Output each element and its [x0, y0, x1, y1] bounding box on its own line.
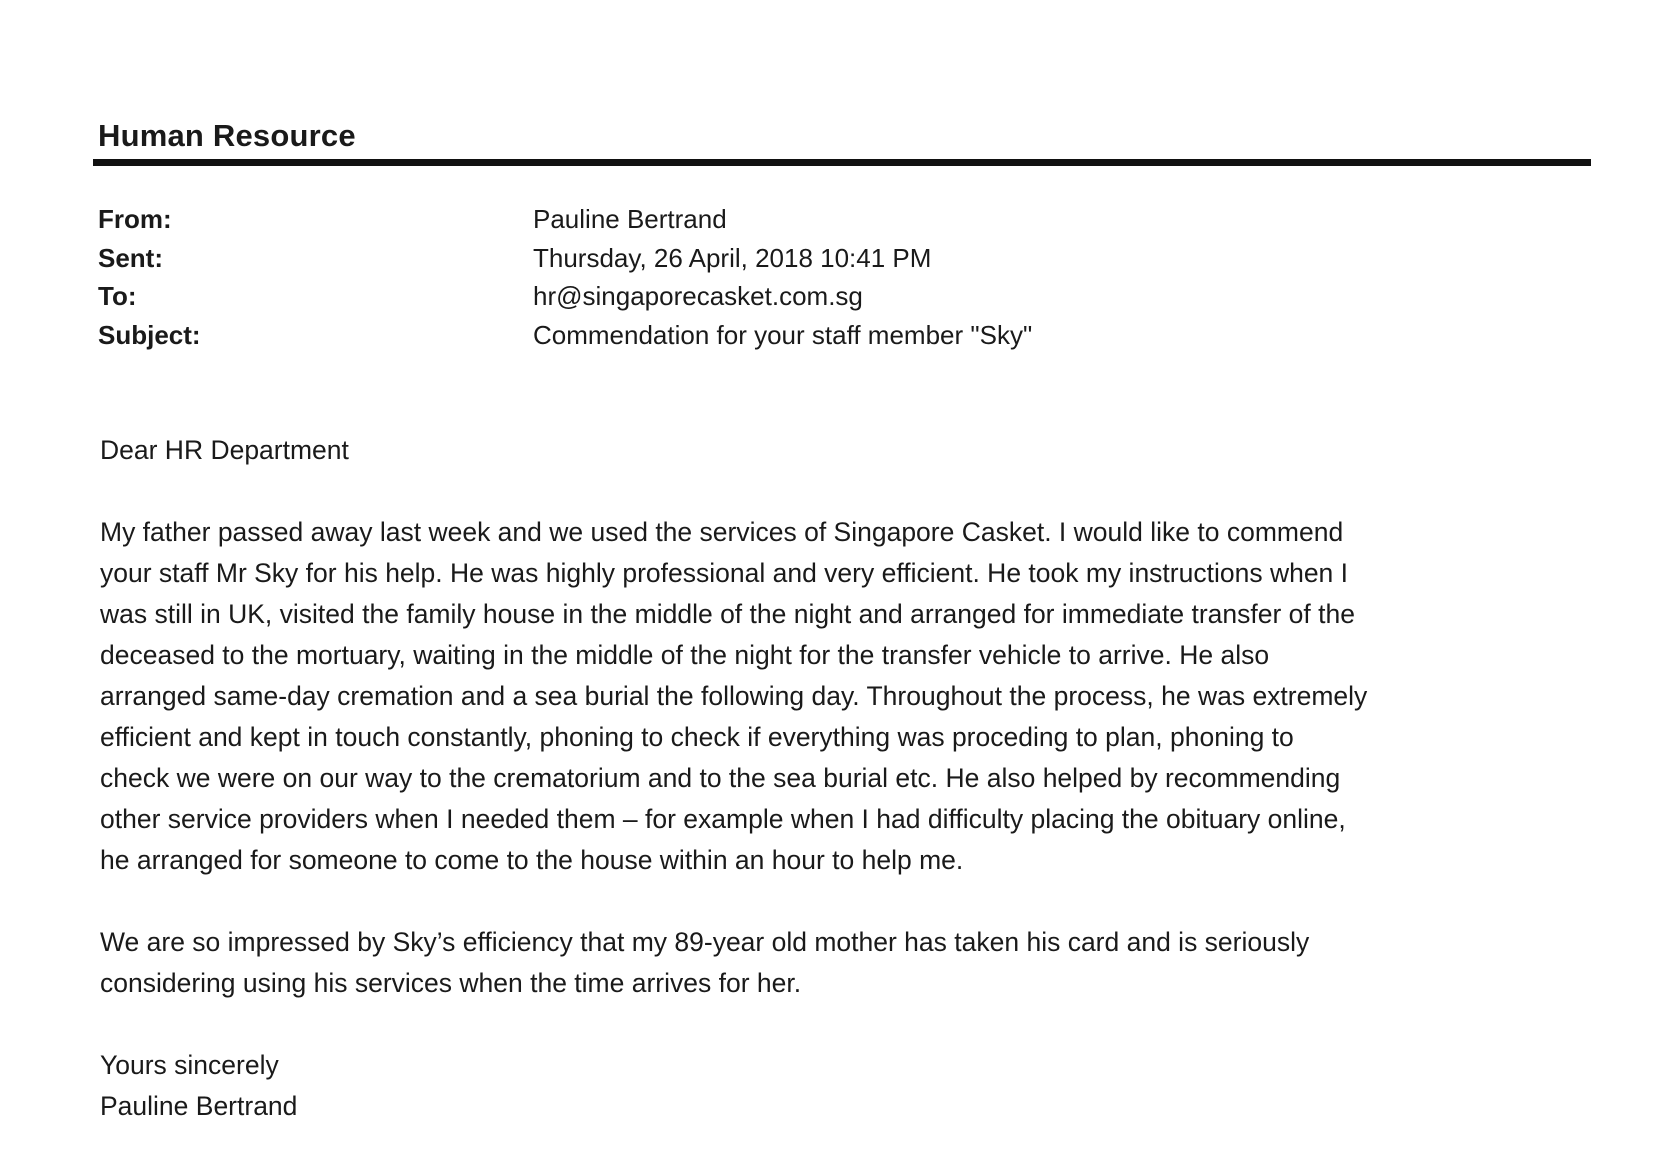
subject-label: Subject: [98, 319, 201, 350]
to-value: hr@singaporecasket.com.sg [533, 281, 863, 311]
from-value: Pauline Bertrand [533, 204, 727, 234]
email-body [100, 430, 1600, 1127]
header-row-to [98, 277, 1498, 316]
body-paragraph: We are so impressed by Sky’s efficiency that my 89-year old mother has taken his card and is seriously considering using his services when the time arrives for her. [100, 927, 1310, 998]
from-label: From: [98, 204, 172, 234]
title-divider [93, 159, 1591, 166]
greeting: Dear HR Department [100, 435, 349, 465]
subject-value: Commendation for your staff member "Sky" [533, 319, 1033, 350]
mailbox-title: Human Resource [98, 118, 356, 153]
email-headers [98, 200, 1498, 354]
signature-name: Pauline Bertrand [100, 1091, 298, 1121]
body-paragraph: My father passed away last week and we used the services of Singapore Casket. I would like to commend your staff Mr Sky for his help. He was highly professional and very efficient. He took my instructions when I was still in UK, visited the family house in the middle of the night and arranged for immediate transfer of the deceased to the mortuary, waiting in the middle of the night for the transfer vehicle to arrive. He also arranged same-day cremation and a sea burial the following day. Throughout the process, he was extremely efficient and kept in touch constantly, phoning to check if everything was proceding to plan, phoning to check we were on our way to the crematorium and to the sea burial etc. He also helped by recommending other service providers when I needed them – for example when I had difficulty placing the obituary online, he arranged for someone to come to the house within an hour to help me. [100, 517, 1368, 875]
header-row-sent [98, 239, 1498, 278]
header-row-subject [98, 316, 1498, 355]
sent-label: Sent: [98, 242, 163, 273]
closing: Yours sincerely [100, 1050, 279, 1080]
header-row-from [98, 200, 1498, 239]
to-label: To: [98, 281, 137, 311]
sent-value: Thursday, 26 April, 2018 10:41 PM [533, 242, 932, 273]
